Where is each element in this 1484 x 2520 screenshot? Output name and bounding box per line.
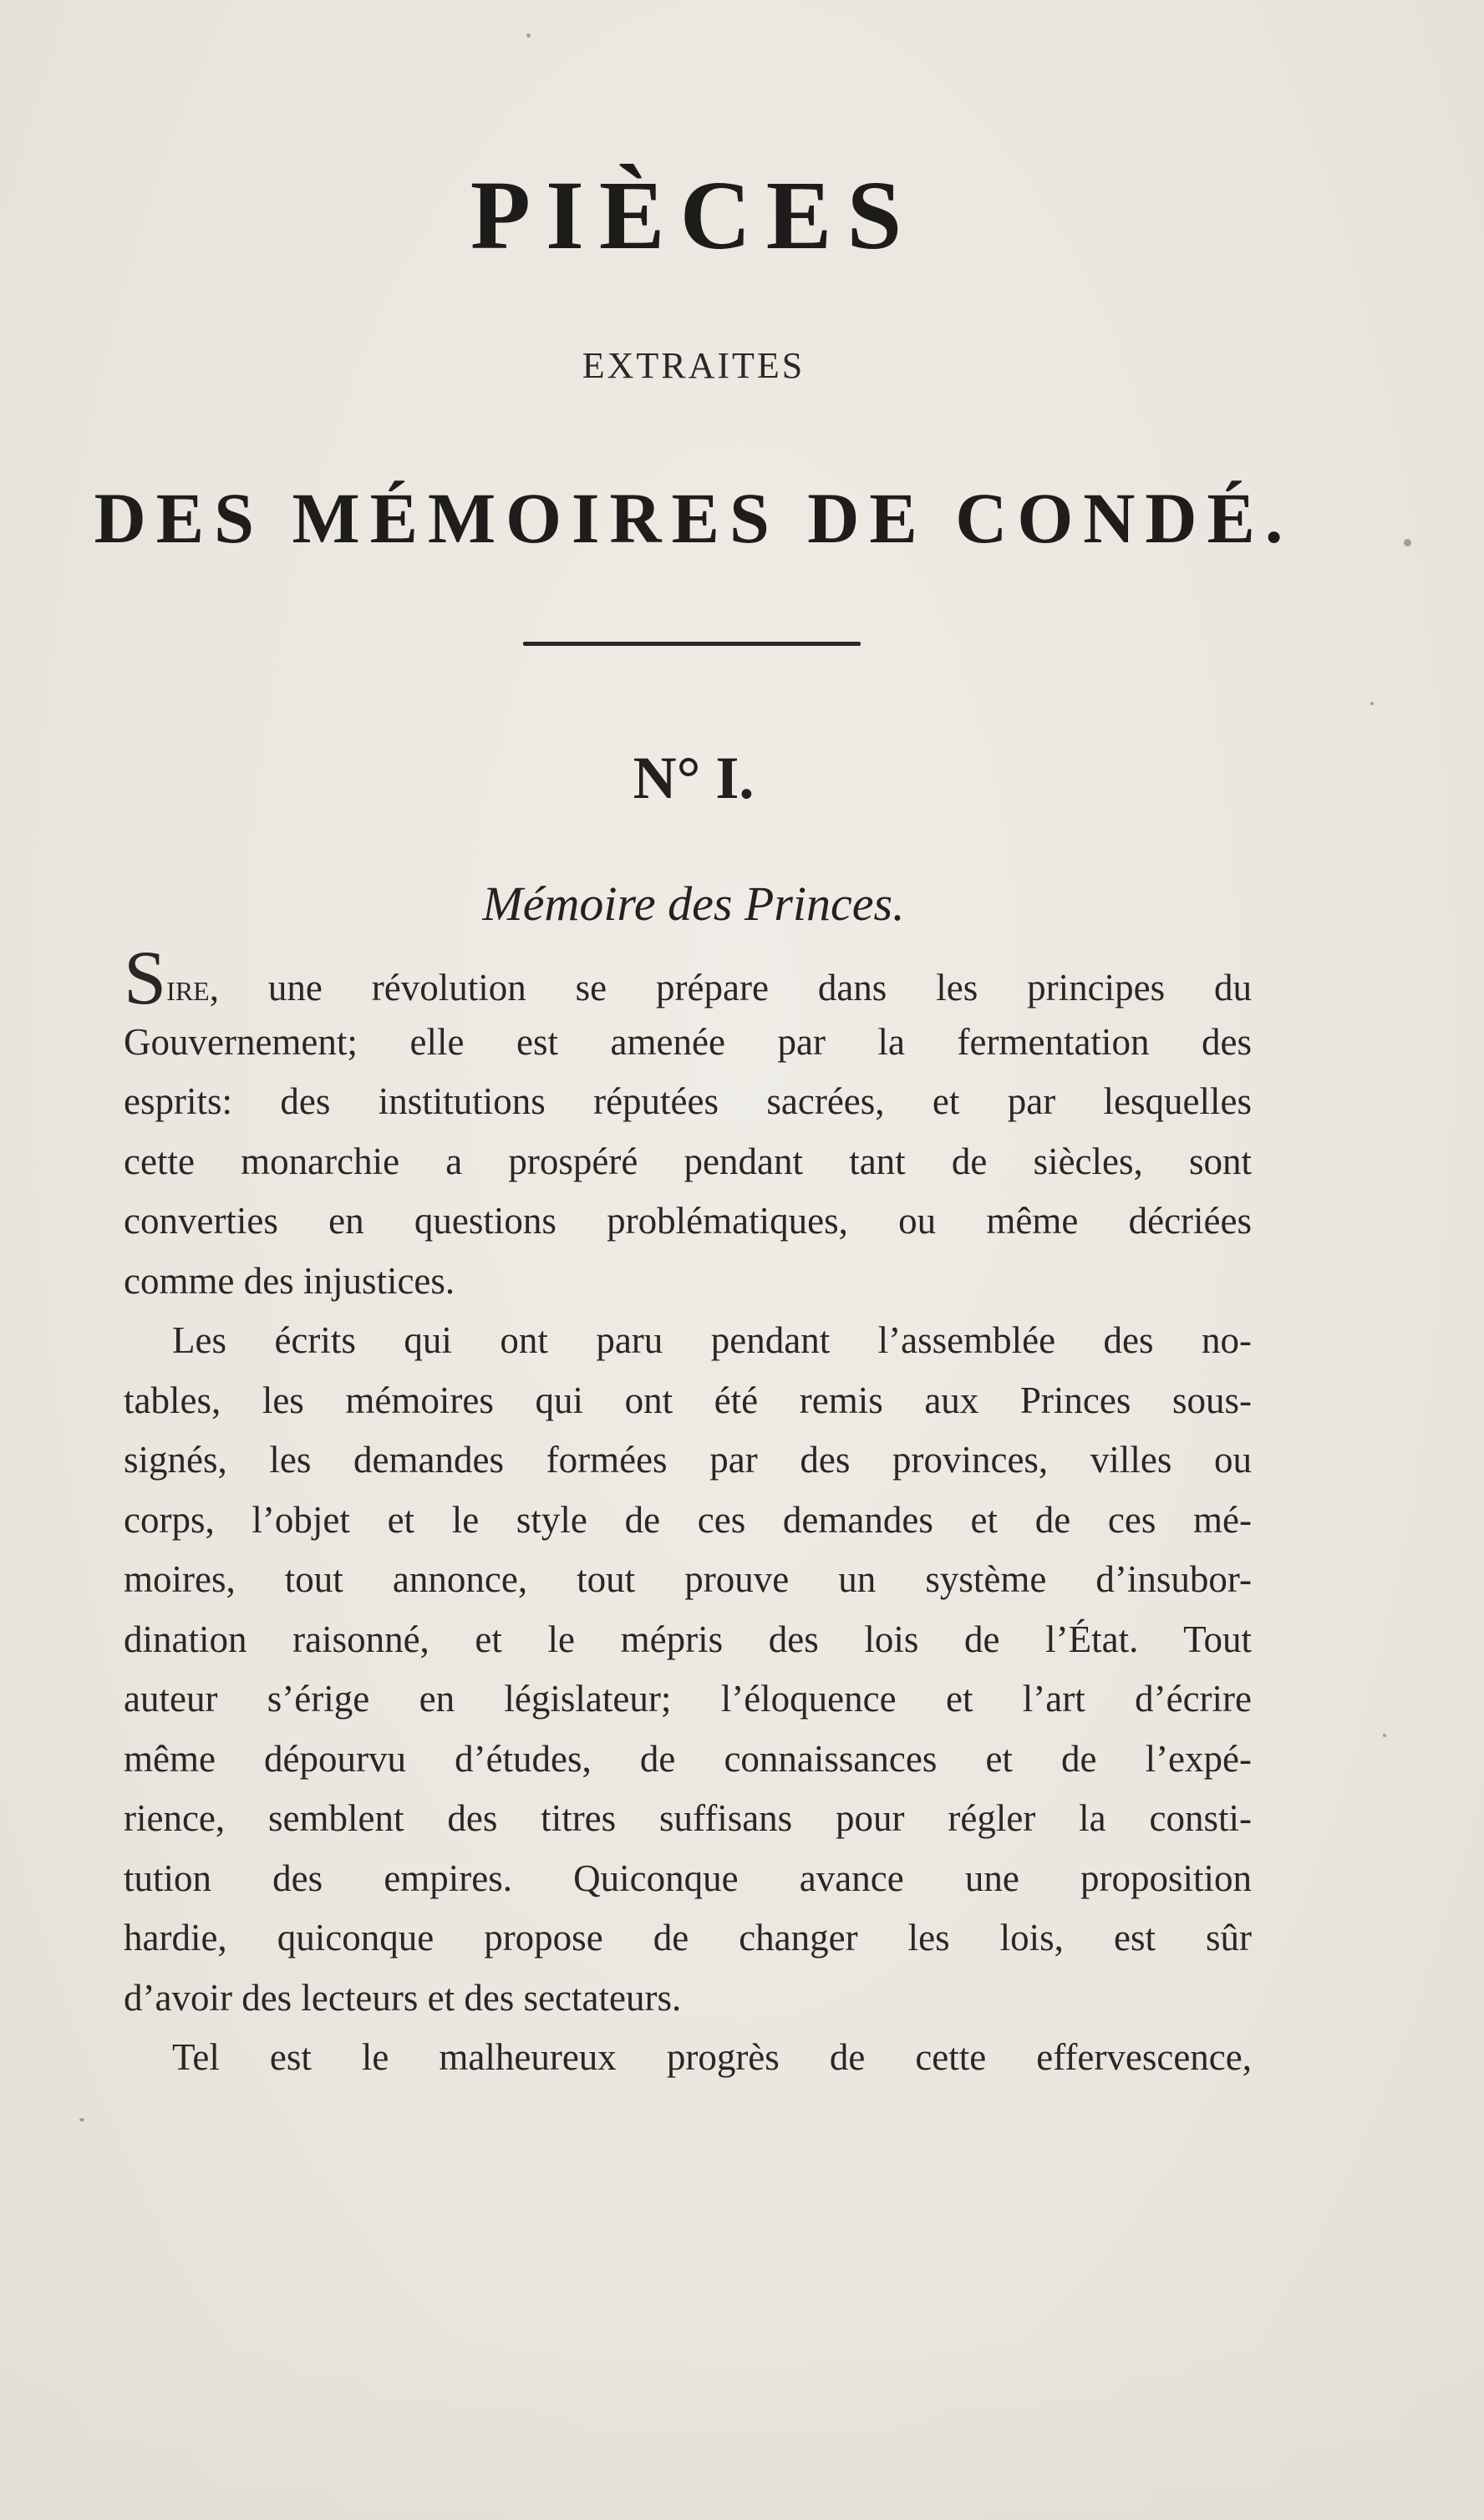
decorative-rule [523, 642, 861, 646]
paper-speck [1404, 539, 1411, 546]
text-line [124, 935, 1252, 1020]
text-line: cette monarchie a prospéré pendant tant de siècles, sont [124, 1140, 1252, 1182]
paper-speck [1370, 702, 1374, 705]
text-line: Les écrits qui ont paru pendant l’assemblée des no- [172, 1319, 1252, 1361]
paper-speck [79, 2118, 84, 2121]
page-shadow [0, 2340, 1484, 2520]
text-line: rience, semblent des titres suffisans pour régler la consti- [124, 1797, 1252, 1839]
text-line: dination raisonné, et le mépris des lois de l’État. Tout [124, 1618, 1252, 1660]
paper-speck [1383, 1734, 1386, 1737]
decorative-rule-tip [825, 638, 863, 646]
text-line: d’avoir des lecteurs et des sectateurs. [124, 1976, 682, 2019]
text-line: moires, tout annonce, tout prouve un système d’insubor- [124, 1558, 1252, 1600]
body-text [124, 935, 1252, 2088]
text-line: esprits: des institutions réputées sacrées, et par lesquelles [124, 1080, 1252, 1122]
drop-cap-rest: ire [166, 966, 210, 1009]
text-line: corps, l’objet et le style de ces demandes et de ces mé- [124, 1498, 1252, 1541]
text-line: tution des empires. Quiconque avance une proposition [124, 1857, 1252, 1899]
text-line: hardie, quiconque propose de changer les lois, est sûr [124, 1917, 1252, 1959]
text-line: auteur s’érige en législateur; l’éloquence et l’art d’écrire [124, 1678, 1252, 1720]
page-title-second: DES MÉMOIRES DE CONDÉ. [94, 478, 1293, 558]
paper-speck [526, 33, 531, 38]
text-line: comme des injustices. [124, 1259, 455, 1302]
text-line: signés, les demandes formées par des provinces, villes ou [124, 1439, 1252, 1481]
text-line-content: , une révolution se prépare dans les principes du [209, 967, 1252, 1009]
text-line: Tel est le malheureux progrès de cette effervescence, [172, 2036, 1252, 2078]
page-subtitle: EXTRAITES [582, 345, 806, 386]
text-line: converties en questions problématiques, ou même décriées [124, 1200, 1252, 1242]
text-line: Gouvernement; elle est amenée par la fermentation des [124, 1020, 1252, 1063]
text-line: même dépourvu d’études, de connaissances et de l’expé- [124, 1737, 1252, 1780]
drop-cap: S [124, 935, 167, 1020]
section-title: Mémoire des Princes. [482, 876, 905, 931]
page-title: PIÈCES [470, 160, 917, 270]
text-line: tables, les mémoires qui ont été remis aux Princes sous- [124, 1379, 1252, 1421]
section-number: N° I. [633, 744, 755, 811]
